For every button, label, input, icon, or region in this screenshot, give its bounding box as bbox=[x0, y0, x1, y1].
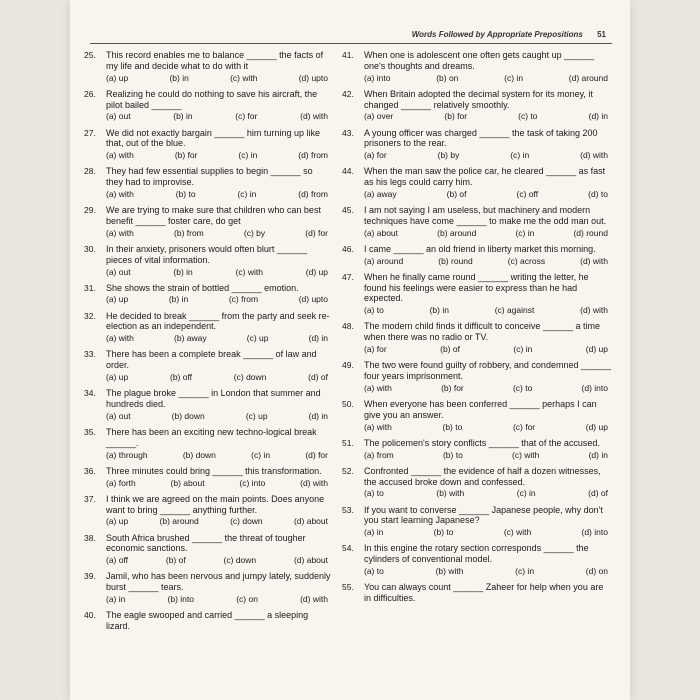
answer-option: (d) to bbox=[588, 188, 608, 199]
answer-option: (b) round bbox=[438, 255, 473, 266]
question-text: A young officer was charged ______ the task of taking 200 prisoners to the rear. bbox=[364, 127, 598, 149]
answer-option: (c) into bbox=[239, 477, 266, 488]
answer-options bbox=[364, 383, 612, 393]
answer-option: (b) around bbox=[437, 227, 477, 238]
question-item bbox=[342, 205, 612, 238]
answer-option: (d) with bbox=[580, 255, 608, 266]
question-item bbox=[84, 128, 332, 161]
answer-option: (a) for bbox=[364, 344, 387, 355]
answer-options bbox=[106, 478, 332, 488]
question-number: 55. bbox=[342, 582, 354, 593]
question-text: Realizing he could do nothing to save his aircraft, the pilot bailed ______ bbox=[106, 88, 318, 110]
answer-option: (d) from bbox=[298, 188, 328, 199]
answer-option: (b) of bbox=[446, 188, 467, 199]
answer-options bbox=[364, 228, 612, 238]
question-text: She shows the strain of bottled ______ emotion. bbox=[106, 282, 299, 293]
question-text: Three minutes could bring ______ this transformation. bbox=[106, 465, 322, 476]
question-number: 49. bbox=[342, 360, 354, 371]
answer-option: (b) into bbox=[167, 593, 195, 604]
answer-options bbox=[364, 450, 612, 460]
answer-option: (d) upto bbox=[298, 294, 328, 305]
answer-option: (d) in bbox=[588, 449, 608, 460]
question-item bbox=[342, 321, 612, 354]
question-item bbox=[342, 582, 612, 604]
answer-option: (b) off bbox=[169, 372, 193, 383]
question-text: This record enables me to balance ______ the facts of my life and decide what to do with it bbox=[106, 50, 324, 71]
answer-option: (d) into bbox=[581, 382, 608, 393]
question-text: The policemen's story conflicts ______ that of the accused. bbox=[364, 437, 600, 448]
answer-option: (d) for bbox=[305, 449, 328, 460]
answer-option: (c) across bbox=[507, 255, 546, 266]
question-number: 50. bbox=[342, 399, 354, 410]
answer-option: (c) down bbox=[233, 372, 267, 383]
question-item bbox=[84, 349, 332, 382]
question-number: 33. bbox=[84, 349, 96, 360]
answer-option: (c) up bbox=[245, 410, 268, 421]
question-text: The eagle swooped and carried ______ a sleeping lizard. bbox=[106, 610, 309, 631]
answer-option: (c) in bbox=[238, 150, 258, 161]
answer-option: (d) with bbox=[580, 305, 608, 316]
answer-option: (c) in bbox=[504, 72, 524, 83]
question-text: We did not exactly bargain ______ him turning up like that, out of the blue. bbox=[106, 127, 320, 149]
answer-option: (d) up bbox=[585, 421, 608, 432]
answer-options bbox=[106, 333, 332, 343]
question-item bbox=[84, 244, 332, 277]
answer-option: (d) on bbox=[585, 565, 608, 576]
answer-option: (a) out bbox=[106, 410, 131, 421]
question-text: We are trying to make sure that children who can best benefit ______ foster care, do get bbox=[106, 205, 321, 226]
answer-option: (b) down bbox=[171, 410, 205, 421]
answer-option: (b) to bbox=[433, 527, 454, 538]
answer-options bbox=[364, 488, 612, 498]
answer-option: (b) from bbox=[174, 227, 204, 238]
question-item bbox=[84, 50, 332, 83]
page-number: 51 bbox=[597, 30, 606, 39]
answer-options bbox=[364, 566, 612, 576]
answer-option: (c) up bbox=[246, 333, 269, 344]
question-text: Jamil, who has been nervous and jumpy lately, suddenly burst ______ tears. bbox=[106, 571, 331, 593]
answer-option: (a) to bbox=[364, 565, 384, 576]
answer-option: (a) up bbox=[106, 516, 129, 527]
answer-option: (c) in bbox=[513, 344, 533, 355]
answer-option: (d) up bbox=[585, 344, 608, 355]
answer-option: (d) into bbox=[581, 527, 608, 538]
answer-options bbox=[364, 305, 612, 315]
answer-options bbox=[106, 228, 332, 238]
question-text: The plague broke ______ in London that summer and hundreds died. bbox=[106, 388, 321, 410]
question-number: 32. bbox=[84, 310, 96, 321]
answer-options bbox=[106, 594, 332, 604]
answer-option: (a) away bbox=[364, 188, 397, 199]
question-item bbox=[342, 466, 612, 499]
question-number: 53. bbox=[342, 504, 354, 515]
question-item bbox=[84, 466, 332, 488]
answer-option: (b) down bbox=[182, 449, 216, 460]
answer-option: (b) in bbox=[169, 72, 189, 83]
question-item bbox=[84, 571, 332, 604]
question-text: In their anxiety, prisoners would often blurt ______ pieces of vital information. bbox=[106, 243, 307, 265]
answer-options bbox=[106, 372, 332, 382]
answer-option: (c) with bbox=[503, 527, 532, 538]
answer-option: (a) up bbox=[106, 72, 129, 83]
answer-option: (b) in bbox=[429, 305, 449, 316]
question-text: If you want to converse ______ Japanese people, why don't you start learning Japanese? bbox=[364, 504, 603, 526]
answer-options bbox=[106, 150, 332, 160]
answer-option: (b) by bbox=[437, 150, 460, 161]
answer-option: (c) in bbox=[516, 488, 536, 499]
answer-option: (b) in bbox=[168, 294, 189, 305]
question-text: When everyone has been conferred ______ perhaps I can give you an answer. bbox=[364, 399, 597, 420]
answer-option: (b) for bbox=[444, 111, 468, 122]
answer-options bbox=[364, 150, 612, 160]
answer-option: (d) with bbox=[300, 111, 328, 122]
answer-option: (d) of bbox=[588, 488, 608, 499]
answer-option: (c) for bbox=[512, 421, 536, 432]
question-item bbox=[84, 610, 332, 632]
question-text: There has been an exciting new techno-logical break ______. bbox=[106, 427, 317, 448]
question-item bbox=[342, 50, 612, 83]
answer-option: (d) from bbox=[298, 150, 328, 161]
answer-option: (c) in bbox=[237, 188, 257, 199]
answer-option: (d) of bbox=[308, 372, 328, 383]
question-item bbox=[342, 89, 612, 122]
answer-option: (b) with bbox=[436, 488, 465, 499]
answer-option: (d) round bbox=[573, 227, 608, 238]
question-text: Confronted ______ the evidence of half a dozen witnesses, the accused broke down and confessed. bbox=[364, 465, 601, 487]
left-column bbox=[84, 50, 332, 638]
question-number: 41. bbox=[342, 50, 354, 60]
answer-option: (a) out bbox=[106, 111, 131, 122]
answer-option: (a) in bbox=[364, 527, 384, 538]
question-text: I am not saying I am useless, but machinery and modern techniques have come ______ to make me the odd man out. bbox=[364, 205, 607, 226]
question-item bbox=[84, 205, 332, 238]
question-item bbox=[84, 283, 332, 305]
answer-option: (b) in bbox=[173, 266, 193, 277]
answer-option: (c) off bbox=[516, 188, 539, 199]
answer-option: (c) to bbox=[518, 111, 538, 122]
answer-option: (b) to bbox=[442, 421, 463, 432]
question-item bbox=[342, 399, 612, 432]
answer-option: (d) around bbox=[568, 72, 608, 83]
question-text: He decided to break ______ from the party and seek re-election as an independent. bbox=[106, 310, 330, 332]
question-text: I think we are agreed on the main points. Does anyone want to bring ______ anything further. bbox=[106, 493, 325, 515]
answer-option: (a) with bbox=[106, 333, 134, 344]
answer-option: (a) with bbox=[106, 188, 134, 199]
answer-option: (c) with bbox=[512, 449, 540, 460]
answer-option: (d) with bbox=[300, 477, 328, 488]
question-number: 43. bbox=[342, 127, 354, 138]
question-text: When one is adolescent one often gets caught up ______ one's thoughts and dreams. bbox=[364, 50, 595, 71]
question-number: 54. bbox=[342, 543, 354, 554]
question-number: 34. bbox=[84, 388, 96, 399]
question-item bbox=[342, 272, 612, 316]
question-number: 35. bbox=[84, 427, 96, 438]
question-number: 45. bbox=[342, 205, 354, 216]
question-number: 42. bbox=[342, 88, 354, 99]
answer-options bbox=[106, 450, 332, 460]
question-number: 47. bbox=[342, 271, 354, 282]
header-rule bbox=[90, 43, 612, 44]
answer-option: (a) off bbox=[106, 555, 129, 566]
answer-option: (b) with bbox=[435, 565, 464, 576]
answer-option: (a) over bbox=[364, 111, 394, 122]
answer-options bbox=[106, 555, 332, 565]
answer-option: (a) up bbox=[106, 372, 129, 383]
answer-option: (a) with bbox=[364, 382, 392, 393]
answer-option: (d) with bbox=[300, 593, 328, 604]
question-text: You can always count ______ Zaheer for help when you are in difficulties. bbox=[364, 582, 604, 603]
question-number: 52. bbox=[342, 465, 354, 476]
answer-option: (b) around bbox=[159, 516, 199, 527]
question-text: When Britain adopted the decimal system for its money, it changed ______ relatively smoothly. bbox=[364, 88, 593, 110]
answer-option: (c) with bbox=[235, 266, 263, 277]
answer-option: (b) about bbox=[170, 477, 205, 488]
answer-options bbox=[106, 516, 332, 526]
page-header-title: Words Followed by Appropriate Prepositions bbox=[411, 30, 583, 39]
answer-option: (c) in bbox=[515, 565, 535, 576]
answer-option: (d) upto bbox=[298, 72, 328, 83]
question-item bbox=[342, 505, 612, 538]
question-number: 44. bbox=[342, 166, 354, 177]
answer-option: (b) to bbox=[442, 449, 463, 460]
answer-option: (d) about bbox=[293, 516, 328, 527]
question-number: 37. bbox=[84, 493, 96, 504]
answer-option: (c) against bbox=[494, 305, 535, 316]
question-item bbox=[342, 543, 612, 576]
question-text: When he finally came round ______ writing the letter, he found his feelings were easier to express than he had expected. bbox=[364, 271, 589, 304]
question-item bbox=[84, 533, 332, 566]
answer-option: (a) in bbox=[106, 593, 126, 604]
question-number: 26. bbox=[84, 88, 96, 99]
question-item bbox=[84, 427, 332, 460]
question-number: 28. bbox=[84, 166, 96, 177]
answer-option: (a) for bbox=[364, 150, 387, 161]
question-item bbox=[342, 244, 612, 266]
question-number: 38. bbox=[84, 532, 96, 543]
answer-options bbox=[106, 267, 332, 277]
question-text: South Africa brushed ______ the threat of tougher economic sanctions. bbox=[106, 532, 306, 554]
question-number: 36. bbox=[84, 465, 96, 476]
question-text: There has been a complete break ______ of law and order. bbox=[106, 349, 317, 371]
answer-options bbox=[106, 411, 332, 421]
answer-option: (a) to bbox=[364, 305, 384, 316]
question-item bbox=[84, 311, 332, 344]
answer-options bbox=[364, 527, 612, 537]
question-number: 39. bbox=[84, 571, 96, 582]
answer-options bbox=[364, 256, 612, 266]
answer-option: (c) for bbox=[235, 111, 258, 122]
answer-option: (b) of bbox=[165, 555, 186, 566]
question-number: 31. bbox=[84, 282, 96, 293]
question-item bbox=[84, 166, 332, 199]
question-number: 30. bbox=[84, 243, 96, 254]
question-item bbox=[84, 89, 332, 122]
answer-option: (a) forth bbox=[106, 477, 136, 488]
answer-option: (d) about bbox=[293, 555, 328, 566]
answer-options bbox=[364, 73, 612, 83]
answer-options bbox=[106, 111, 332, 121]
answer-option: (b) of bbox=[440, 344, 460, 355]
answer-options bbox=[106, 294, 332, 304]
answer-option: (d) with bbox=[580, 150, 608, 161]
answer-option: (c) with bbox=[230, 72, 258, 83]
answer-options bbox=[364, 111, 612, 121]
question-number: 46. bbox=[342, 243, 354, 254]
answer-option: (c) in bbox=[251, 449, 271, 460]
answer-option: (b) for bbox=[441, 382, 464, 393]
answer-option: (d) up bbox=[305, 266, 328, 277]
answer-option: (c) in bbox=[515, 227, 535, 238]
question-item bbox=[84, 388, 332, 421]
answer-options bbox=[364, 422, 612, 432]
answer-option: (b) to bbox=[175, 188, 196, 199]
answer-option: (b) on bbox=[436, 72, 459, 83]
page-header bbox=[412, 30, 606, 39]
answer-option: (a) with bbox=[106, 150, 134, 161]
answer-option: (c) down bbox=[230, 516, 263, 527]
answer-option: (b) away bbox=[174, 333, 207, 344]
answer-options bbox=[106, 189, 332, 199]
answer-options bbox=[106, 73, 332, 83]
answer-options bbox=[364, 189, 612, 199]
question-text: The two were found guilty of robbery, and condemned ______ four years imprisonment. bbox=[364, 360, 611, 382]
question-item bbox=[84, 494, 332, 527]
question-text: I came ______ an old friend in liberty market this morning. bbox=[364, 243, 596, 254]
answer-option: (b) for bbox=[174, 150, 198, 161]
answer-option: (a) out bbox=[106, 266, 131, 277]
answer-option: (a) to bbox=[364, 488, 384, 499]
right-column bbox=[342, 50, 612, 610]
answer-option: (b) in bbox=[173, 111, 193, 122]
answer-option: (d) in bbox=[588, 111, 608, 122]
question-text: In this engine the rotary section corresponds ______ the cylinders of conventional model. bbox=[364, 543, 589, 565]
answer-option: (a) about bbox=[364, 227, 399, 238]
answer-option: (a) into bbox=[364, 72, 391, 83]
answer-option: (d) for bbox=[305, 227, 328, 238]
answer-option: (c) to bbox=[512, 382, 533, 393]
question-text: The modern child finds it difficult to conceive ______ a time when there was no radio or TV. bbox=[364, 321, 600, 343]
answer-option: (c) in bbox=[510, 150, 530, 161]
answer-option: (a) with bbox=[364, 421, 392, 432]
answer-option: (d) in bbox=[308, 333, 328, 344]
answer-option: (a) through bbox=[106, 449, 148, 460]
question-item bbox=[342, 166, 612, 199]
answer-option: (d) in bbox=[308, 410, 328, 421]
answer-option: (c) by bbox=[243, 227, 266, 238]
question-item bbox=[342, 360, 612, 393]
book-page bbox=[70, 0, 630, 700]
answer-option: (a) with bbox=[106, 227, 134, 238]
answer-option: (c) on bbox=[236, 593, 258, 604]
question-text: They had few essential supplies to begin ______ so they had to improvise. bbox=[106, 166, 313, 188]
question-item bbox=[342, 438, 612, 460]
question-number: 40. bbox=[84, 610, 96, 621]
answer-option: (c) from bbox=[228, 294, 259, 305]
question-number: 48. bbox=[342, 321, 354, 332]
question-number: 25. bbox=[84, 50, 96, 60]
question-item bbox=[342, 128, 612, 161]
question-number: 29. bbox=[84, 205, 96, 216]
question-number: 27. bbox=[84, 127, 96, 138]
answer-option: (a) from bbox=[364, 449, 394, 460]
answer-option: (a) around bbox=[364, 255, 404, 266]
answer-options bbox=[364, 344, 612, 354]
question-number: 51. bbox=[342, 437, 354, 448]
answer-option: (c) down bbox=[223, 555, 257, 566]
answer-option: (a) up bbox=[106, 294, 129, 305]
question-text: When the man saw the police car, he cleared ______ as fast as his legs could carry him. bbox=[364, 166, 606, 188]
